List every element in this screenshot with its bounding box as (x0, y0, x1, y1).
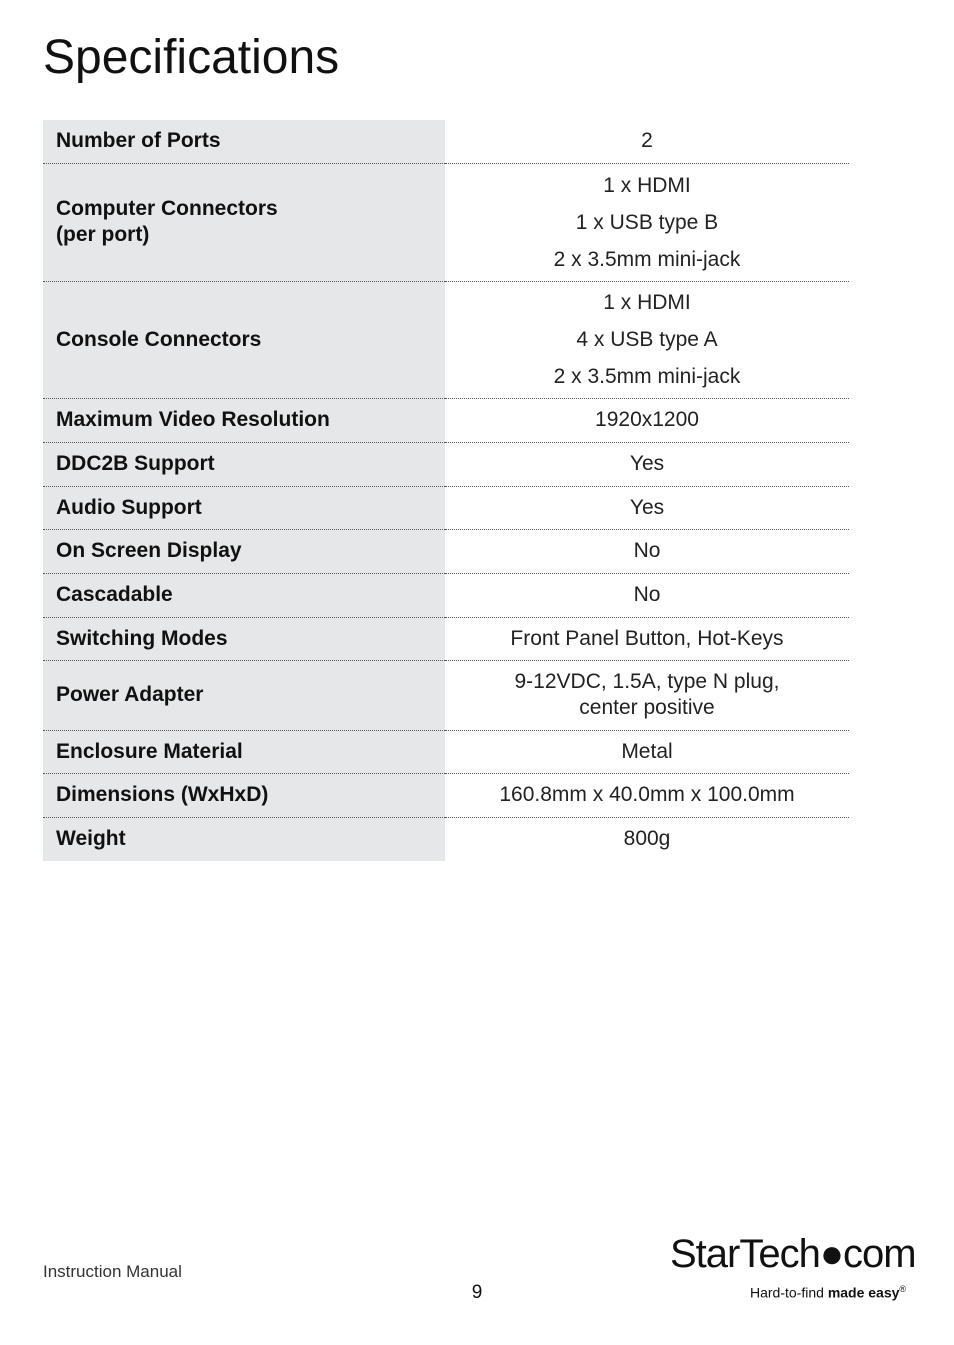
table-row (43, 486, 849, 529)
spec-value-line: 2 (641, 129, 653, 153)
table-row (43, 730, 849, 773)
startech-logo (670, 1232, 915, 1307)
logo-wordmark (670, 1232, 916, 1277)
table-row (43, 773, 849, 817)
specifications-table (43, 120, 849, 861)
registered-mark: ® (899, 1284, 907, 1294)
spec-value-line: 4 x USB type A (576, 328, 718, 351)
spec-label: Cascadable (43, 573, 445, 617)
page-title: Specifications (43, 31, 340, 84)
spec-label: Audio Support (43, 486, 445, 529)
table-row (43, 398, 849, 442)
spec-value-line: 800g (623, 827, 671, 851)
spec-label (43, 163, 445, 281)
logo-tagline (750, 1284, 906, 1301)
spec-value (445, 617, 849, 660)
spec-label: Console Connectors (43, 281, 445, 398)
spec-value-line: 160.8mm x 40.0mm x 100.0mm (499, 783, 795, 806)
spec-value (445, 120, 849, 163)
spec-value (445, 773, 849, 817)
spec-value-line: center positive (579, 696, 715, 719)
spec-label-line: (per port) (56, 223, 150, 246)
spec-value (445, 730, 849, 773)
spec-value (445, 817, 849, 861)
table-row (43, 442, 849, 486)
spec-label: Number of Ports (43, 120, 445, 163)
spec-label: Maximum Video Resolution (43, 398, 445, 442)
logo-brand-main: StarTech (670, 1232, 820, 1276)
spec-value-line: Yes (629, 452, 665, 475)
spec-label: Dimensions (WxHxD) (43, 773, 445, 817)
spec-value-line: Front Panel Button, Hot-Keys (510, 626, 784, 650)
spec-value-line: 2 x 3.5mm mini-jack (553, 247, 741, 271)
spec-value-line: 1 x USB type B (575, 210, 719, 234)
spec-value-line: No (633, 539, 661, 562)
spec-label-line: Computer Connectors (56, 197, 278, 220)
spec-label: Power Adapter (43, 660, 445, 730)
spec-label: On Screen Display (43, 529, 445, 573)
spec-value (445, 486, 849, 529)
page-number: 9 (471, 1282, 483, 1303)
table-row (43, 163, 849, 281)
spec-label: Switching Modes (43, 617, 445, 660)
spec-value-line: 1 x HDMI (603, 291, 691, 314)
spec-value-line: 9-12VDC, 1.5A, type N plug, (514, 670, 780, 693)
table-row (43, 817, 849, 861)
spec-value (445, 573, 849, 617)
table-row (43, 573, 849, 617)
spec-value (445, 529, 849, 573)
spec-value (445, 442, 849, 486)
table-row (43, 120, 849, 163)
spec-value-line: 1 x HDMI (603, 173, 691, 197)
spec-value (445, 163, 849, 281)
spec-value (445, 281, 849, 398)
table-row (43, 529, 849, 573)
spec-value (445, 398, 849, 442)
footer-manual-label: Instruction Manual (43, 1262, 182, 1281)
logo-dot-icon: ● (819, 1232, 844, 1276)
tagline-bold: made easy (827, 1284, 900, 1301)
logo-brand-suffix: com (843, 1232, 916, 1276)
spec-value-line: Yes (629, 495, 665, 519)
spec-value-line: 2 x 3.5mm mini-jack (553, 365, 741, 388)
spec-value-line: Metal (621, 739, 673, 763)
table-row (43, 617, 849, 660)
spec-value-line: No (633, 583, 661, 606)
spec-label: Weight (43, 817, 445, 861)
table-row (43, 281, 849, 398)
table-row (43, 660, 849, 730)
spec-label: DDC2B Support (43, 442, 445, 486)
spec-label: Enclosure Material (43, 730, 445, 773)
spec-value-line: 1920x1200 (595, 408, 699, 431)
tagline-regular: Hard-to-find (750, 1284, 824, 1301)
spec-value (445, 660, 849, 730)
